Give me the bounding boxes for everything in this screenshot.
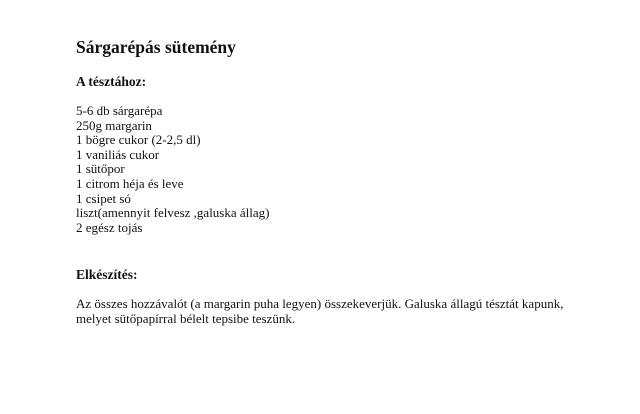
- ingredient-item: 1 vaniliás cukor: [76, 146, 160, 162]
- ingredient-item: liszt(amennyit felvesz ,galuska állag): [76, 205, 270, 221]
- ingredient-item: 1 sütőpor: [76, 161, 125, 177]
- ingredient-item: 1 csipet só: [76, 190, 131, 206]
- dough-heading: A tésztához:: [76, 74, 147, 89]
- recipe-title: Sárgarépás sütemény: [76, 37, 236, 57]
- document-page: [76, 36, 616, 327]
- ingredient-item: 1 citrom héja és leve: [76, 175, 184, 191]
- preparation-text: Az összes hozzávalót (a margarin puha legyen) összekeverjük. Galuska állagú tésztát kapunk, melyet sütőpapírral bélelt tepsibe teszünk.: [76, 296, 564, 327]
- ingredient-item: 5-6 db sárgarépa: [76, 103, 163, 118]
- ingredient-item: 250g margarin: [76, 117, 152, 133]
- ingredient-item: 2 egész tojás: [76, 219, 143, 235]
- ingredient-item: 1 bögre cukor (2-2,5 dl): [76, 132, 201, 148]
- ingredient-list: [76, 104, 616, 235]
- preparation-heading: Elkészítés:: [76, 267, 138, 283]
